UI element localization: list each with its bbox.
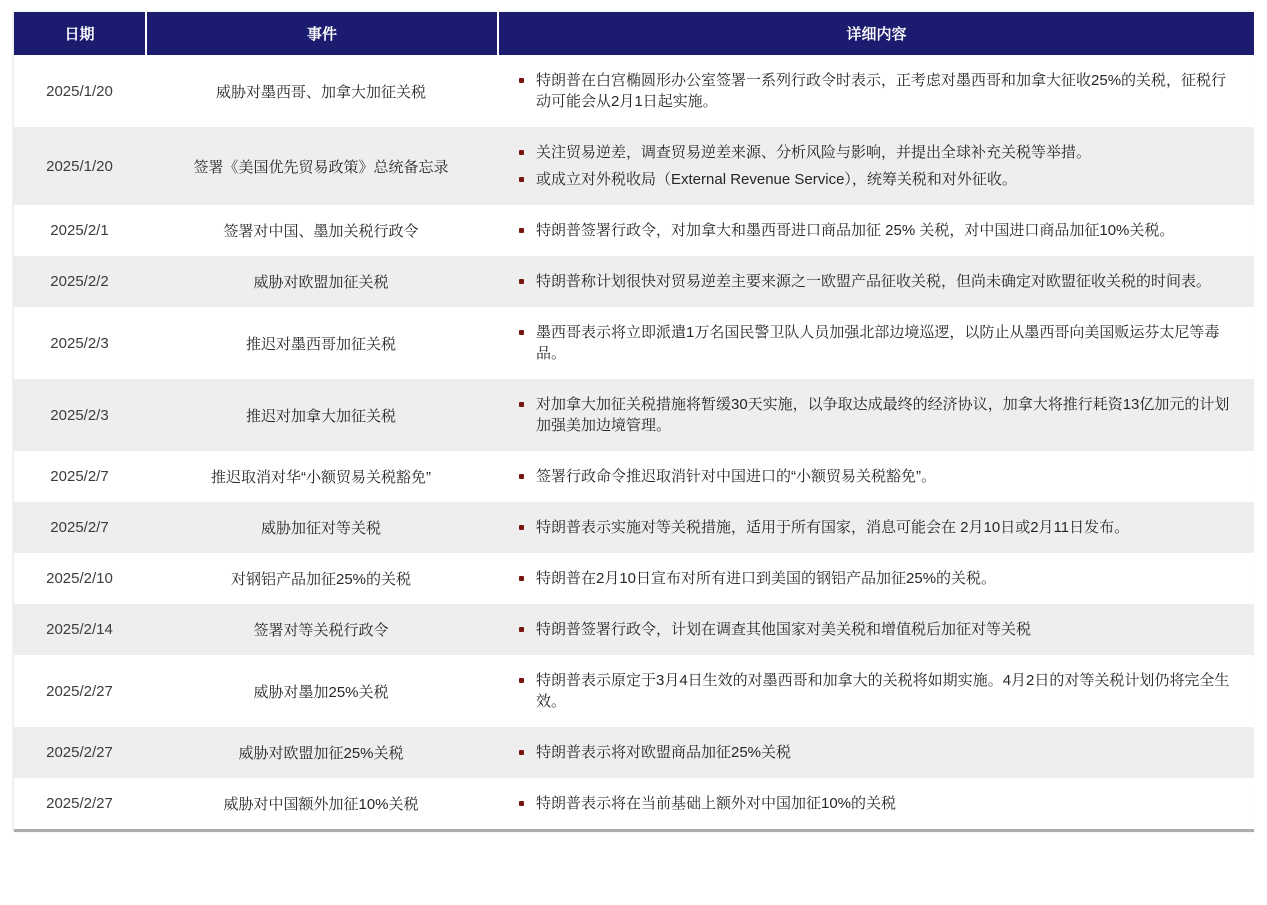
detail-bullet-item: [505, 667, 1240, 715]
bullet-icon: [519, 801, 524, 806]
date-cell: 2025/2/27: [46, 744, 113, 761]
detail-bullet-item: [505, 319, 1240, 367]
detail-text: 特朗普表示将在当前基础上额外对中国加征10%的关税: [536, 795, 897, 812]
detail-text: 特朗普在白宫椭圆形办公室签署一系列行政令时表示，正考虑对墨西哥和加拿大征收25%的关税，征税行动可能会从2月1日起实施。: [536, 72, 1227, 110]
detail-text: 或成立对外税收局（External Revenue Service），统筹关税和对外征收。: [536, 171, 1017, 188]
detail-cell: [497, 307, 1254, 379]
date-cell: 2025/2/3: [50, 334, 109, 352]
date-cell: 2025/2/27: [46, 682, 113, 700]
tariff-timeline-table: [14, 12, 1254, 832]
table-body: [14, 55, 1254, 829]
header-detail: 详细内容: [497, 12, 1254, 55]
bullet-icon: [519, 750, 524, 755]
bullet-icon: [519, 228, 524, 233]
date-cell: 2025/2/2: [50, 273, 109, 290]
detail-bullet-item: [505, 616, 1240, 643]
bullet-icon: [519, 474, 524, 479]
detail-text: 特朗普表示实施对等关税措施，适用于所有国家，消息可能会在 2月10日或2月11日发布。: [536, 519, 1130, 536]
event-cell: 推迟对加拿大加征关税: [245, 407, 396, 425]
header-date: 日期: [64, 26, 95, 43]
detail-bullet-item: [505, 790, 1240, 817]
date-cell: 2025/1/20: [46, 157, 113, 175]
detail-cell: [497, 604, 1254, 655]
detail-cell: [497, 205, 1254, 256]
bullet-icon: [519, 402, 524, 407]
detail-cell: [497, 778, 1254, 829]
table-row: [14, 553, 1254, 604]
date-cell: 2025/2/27: [46, 795, 113, 812]
bullet-icon: [519, 330, 524, 335]
bullet-icon: [519, 525, 524, 530]
event-cell: 签署对等关税行政令: [253, 622, 389, 639]
detail-bullet-item: [505, 67, 1240, 115]
table-row: [14, 256, 1254, 307]
event-cell: 推迟取消对华“小额贸易关税豁免”: [211, 469, 431, 486]
bullet-icon: [519, 177, 524, 182]
detail-cell: [497, 553, 1254, 604]
table-row: [14, 604, 1254, 655]
event-cell: 威胁对欧盟加征关税: [253, 274, 389, 291]
detail-cell: [497, 655, 1254, 727]
detail-text: 对加拿大加征关税措施将暂缓30天实施，以争取达成最终的经济协议，加拿大将推行耗资13亿加元的计划加强美加边境管理。: [536, 396, 1230, 434]
detail-bullet-item: [505, 391, 1240, 439]
detail-cell: [497, 451, 1254, 502]
event-cell: 对钢铝产品加征25%的关税: [230, 571, 412, 588]
bullet-icon: [519, 150, 524, 155]
date-cell: 2025/2/7: [50, 468, 109, 485]
table-row: [14, 127, 1254, 205]
detail-cell: [497, 727, 1254, 778]
table-row: [14, 307, 1254, 379]
bullet-icon: [519, 678, 524, 683]
table-header-row: [14, 12, 1254, 55]
date-cell: 2025/2/7: [50, 519, 109, 536]
date-cell: 2025/2/10: [46, 570, 113, 587]
detail-bullet-item: [505, 166, 1240, 193]
date-cell: 2025/2/1: [50, 222, 109, 239]
table-row: [14, 727, 1254, 778]
date-cell: 2025/1/20: [46, 82, 113, 100]
detail-cell: [497, 502, 1254, 553]
bullet-icon: [519, 279, 524, 284]
event-cell: 威胁加征对等关税: [260, 520, 381, 537]
date-cell: 2025/2/14: [46, 621, 113, 638]
detail-bullet-item: [505, 514, 1240, 541]
detail-text: 墨西哥表示将立即派遣1万名国民警卫队人员加强北部边境巡逻，以防止从墨西哥向美国贩运芬太尼等毒品。: [536, 324, 1220, 362]
table-row: [14, 502, 1254, 553]
detail-text: 特朗普签署行政令，计划在调查其他国家对美关税和增值税后加征对等关税: [536, 621, 1032, 638]
event-cell: 推迟对墨西哥加征关税: [245, 335, 396, 353]
detail-bullet-item: [505, 217, 1240, 244]
table-row: [14, 205, 1254, 256]
detail-text: 特朗普称计划很快对贸易逆差主要来源之一欧盟产品征收关税，但尚未确定对欧盟征收关税的时间表。: [536, 273, 1212, 290]
detail-cell: [497, 379, 1254, 451]
detail-bullet-item: [505, 565, 1240, 592]
table-row: [14, 379, 1254, 451]
table-row: [14, 451, 1254, 502]
table-row: [14, 778, 1254, 829]
detail-bullet-item: [505, 739, 1240, 766]
bullet-icon: [519, 576, 524, 581]
detail-bullet-item: [505, 268, 1240, 295]
bullet-icon: [519, 627, 524, 632]
table-row: [14, 55, 1254, 127]
detail-bullet-item: [505, 463, 1240, 490]
detail-cell: [497, 256, 1254, 307]
detail-text: 关注贸易逆差，调查贸易逆差来源、分析风险与影响，并提出全球补充关税等举措。: [536, 144, 1092, 161]
detail-text: 签署行政命令推迟取消针对中国进口的“小额贸易关税豁免”。: [536, 468, 936, 485]
detail-cell: [497, 55, 1254, 127]
detail-text: 特朗普表示将对欧盟商品加征25%关税: [536, 744, 792, 761]
event-cell: 威胁对欧盟加征25%关税: [238, 745, 404, 762]
event-cell: 签署《美国优先贸易政策》总统备忘录: [193, 158, 449, 176]
event-cell: 威胁对墨西哥、加拿大加征关税: [215, 83, 426, 101]
event-cell: 威胁对墨加25%关税: [253, 683, 389, 701]
detail-text: 特朗普签署行政令，对加拿大和墨西哥进口商品加征 25% 关税，对中国进口商品加征10%关税。: [536, 222, 1175, 239]
detail-bullet-item: [505, 139, 1240, 166]
event-cell: 威胁对中国额外加征10%关税: [223, 796, 419, 813]
event-cell: 签署对中国、墨加关税行政令: [223, 223, 419, 240]
detail-text: 特朗普在2月10日宣布对所有进口到美国的钢铝产品加征25%的关税。: [536, 570, 997, 587]
table-row: [14, 655, 1254, 727]
detail-cell: [497, 127, 1254, 205]
date-cell: 2025/2/3: [50, 406, 109, 424]
detail-text: 特朗普表示原定于3月4日生效的对墨西哥和加拿大的关税将如期实施。4月2日的对等关税计划仍将完全生效。: [536, 672, 1230, 710]
header-event: 事件: [145, 12, 497, 55]
bullet-icon: [519, 78, 524, 83]
